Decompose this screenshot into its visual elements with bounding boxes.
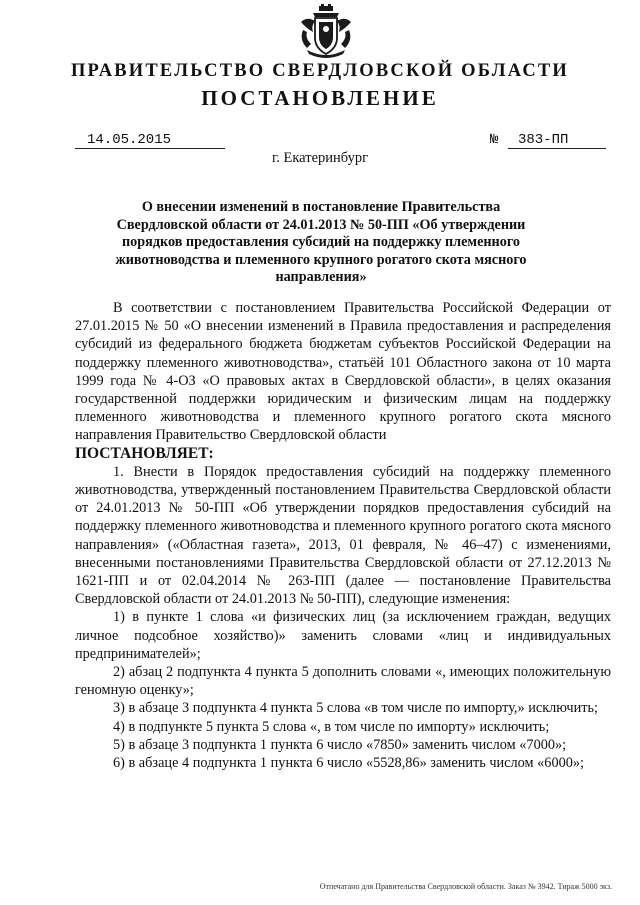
preamble-paragraph: В соответствии с постановлением Правительства Российской Федерации от 27.01.2015 № 50 «О внесении изменений в Правила предоставления и распределения субсидий из федерального бюджета бюджетам субъектов Российской Федерации на поддержку племенного животноводства», статьёй 101 Областного закона от 10 марта 1999 года № 4-ОЗ «О правовых актах в Свердловской области», в целях оказания государственной поддержки юридическим и физическим лицам на поддержку племенного животноводства и племенного крупного рогатого скота мясного направления Правительство Свердловской области [75,300,611,444]
document-date: 14.05.2015 [75,132,225,149]
subitem-6-paragraph: 6) в абзаце 4 подпункта 1 пункта 6 число «5528,86» заменить числом «6000»; [113,755,585,772]
city-name: г. Екатеринбург [271,150,369,166]
document-body [75,299,611,772]
organization-title: ПРАВИТЕЛЬСТВО СВЕРДЛОВСКОЙ ОБЛАСТИ [70,61,570,81]
subitem-3-paragraph: 3) в абзаце 3 подпункта 4 пункта 5 слова «в том числе по импорту,» исключить; [113,700,599,717]
item-1-paragraph: 1. Внести в Порядок предоставления субсидий на поддержку племенного животноводства, утвержденный постановлением Правительства Свердловской области от 24.01.2013 № 50-ПП «Об утверждении порядков предоставления субсидий на поддержку племенного животноводства и племенного крупного рогатого скота мясного направления» («Областная газета», 2013, 01 февраля, № 46–47) с изменениями, внесенными постановлениями Правительства Свердловской области от 27.12.2013 № 1621-ПП и от 02.04.2014 № 263-ПП (далее — постановление Правительства Свердловской области от 24.01.2013 № 50-ПП), следующие изменения: [75,463,611,608]
subitem-1-paragraph: 1) в пункте 1 слова «и физических лиц (за исключением граждан, ведущих личное подсобное хозяйство)» заменить словами «лиц и индивидуальных предпринимателей»; [75,609,611,662]
coat-of-arms-icon [297,4,355,58]
resolve-heading: ПОСТАНОВЛЯЕТ: [75,444,214,462]
print-footer: Отпечатано для Правительства Свердловской области. Заказ № 3942. Тираж 5000 экз. [319,882,612,891]
document-number: 383-ПП [508,132,606,149]
document-subject: О внесении изменений в постановление Правительства Свердловской области от 24.01.2013 № 50-ПП «Об утверждении порядков предоставления субсидий на поддержку племенного животноводства и племенного крупного рогатого скота мясного направления» [115,199,527,285]
number-sign: № [490,132,499,148]
subitem-5-paragraph: 5) в абзаце 3 подпункта 1 пункта 6 число «7850» заменить числом «7000»; [113,736,567,753]
subitem-2-paragraph: 2) абзац 2 подпункта 4 пункта 5 дополнить словами «, имеющих положительную геномную оценку»; [75,664,611,699]
subitem-4-paragraph: 4) в подпункте 5 пункта 5 слова «, в том числе по импорту» исключить; [113,718,550,735]
document-type-title: ПОСТАНОВЛЕНИЕ [201,86,439,110]
